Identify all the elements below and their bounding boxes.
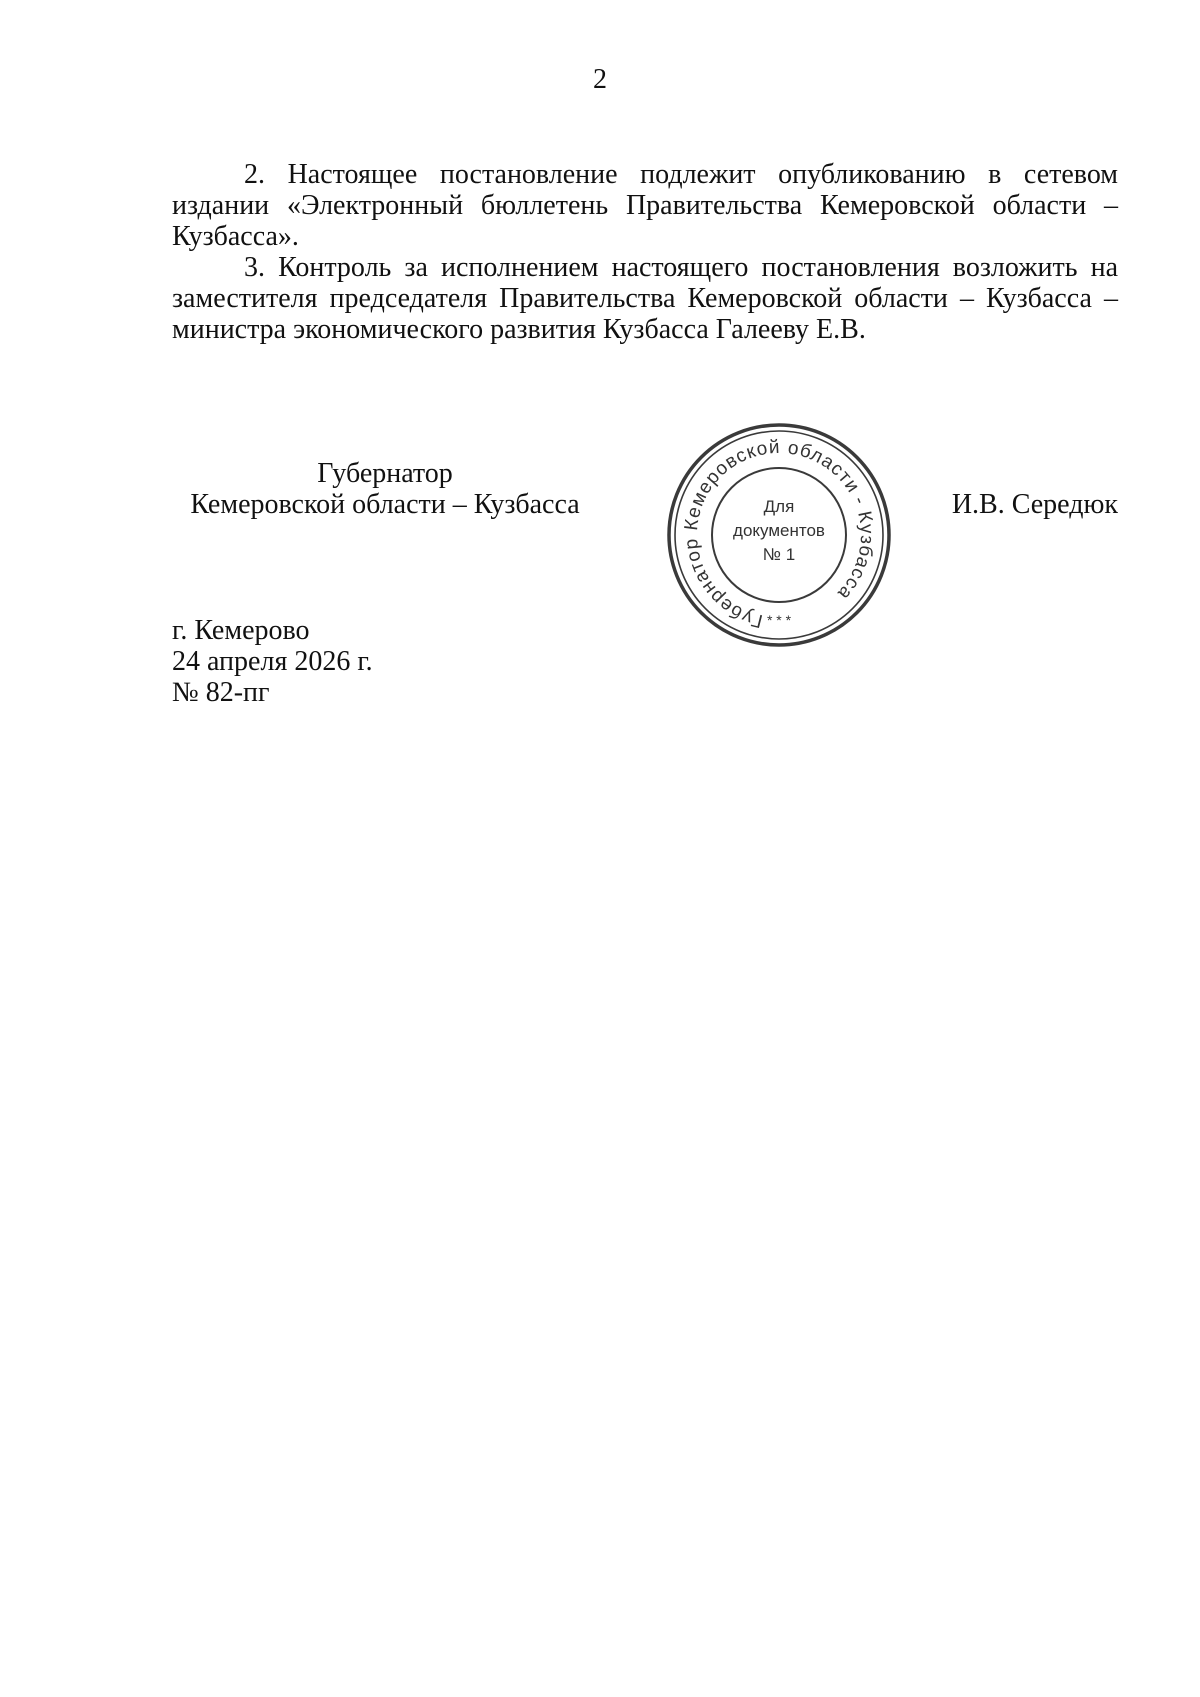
paragraph-publication: 2. Настоящее постановление подлежит опубликованию в сетевом издании «Электронный бюллетень Правительства Кемеровской области – Кузбасса».: [172, 159, 1118, 252]
resolution-body: [172, 159, 1118, 345]
official-seal: [664, 420, 894, 650]
signatory-title-line2: Кемеровской области – Кузбасса: [190, 489, 580, 520]
signatory-name: И.В. Середюк: [951, 489, 1118, 520]
seal-stars: * * *: [766, 612, 792, 628]
page-number: 2: [593, 64, 607, 95]
signatory-title: [160, 458, 610, 520]
issue-city: г. Кемерово: [172, 615, 310, 646]
issue-number: № 82-пг: [172, 677, 270, 708]
seal-center-line3: № 1: [762, 545, 796, 564]
issue-details: [172, 615, 373, 708]
seal-center-line1: Для: [763, 497, 795, 516]
seal-ring-text: Губернатор Кемеровской области - Кузбасса: [680, 436, 878, 632]
issue-date: 24 апреля 2026 г.: [172, 646, 373, 677]
paragraph-control: 3. Контроль за исполнением настоящего постановления возложить на заместителя председателя Правительства Кемеровской области – Кузбасса – министра экономического развития Кузбасса Галееву Е.В.: [172, 252, 1118, 345]
seal-center-line2: документов: [733, 521, 825, 540]
signatory-title-line1: Губернатор: [317, 458, 453, 489]
